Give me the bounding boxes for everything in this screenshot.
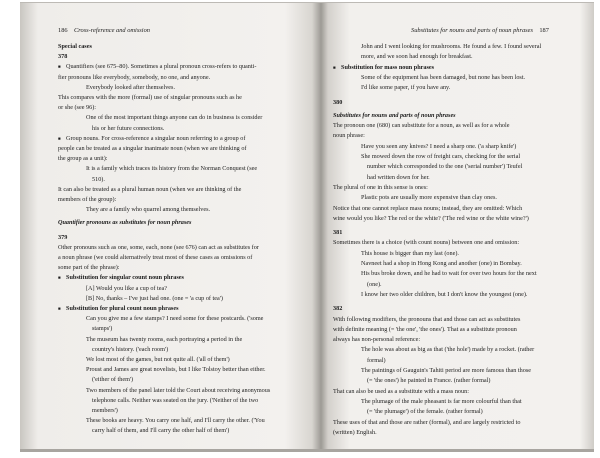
right-running-head bbox=[411, 27, 549, 34]
left-page-line: some part of the phrase): bbox=[58, 264, 120, 272]
right-page-line: Substitutes for nouns and parts of noun phrases bbox=[333, 111, 456, 119]
right-page-line: with definite meaning (= 'the one', 'the ones'). That as a substitute pronoun bbox=[333, 325, 517, 333]
right-page-line: I know her two older children, but I don't know the youngest (one). bbox=[361, 290, 528, 298]
right-page-line: 381 bbox=[333, 229, 343, 237]
left-page-line: ■ Group nouns. For cross-reference a singular noun referring to a group of bbox=[66, 135, 245, 142]
right-page-line: The paintings of Gauguin's Tahiti period are more famous than those bbox=[361, 367, 531, 374]
right-page-line: (= 'the plumage') of the female. (rather formal) bbox=[367, 408, 483, 416]
right-page-line: (written) English. bbox=[333, 428, 377, 436]
left-page-line: We lost most of the games, but not quite all. ('all of them') bbox=[86, 356, 230, 363]
left-page-line: or she (see 96): bbox=[58, 104, 96, 112]
left-page-line: This compares with the more (formal) use of singular pronouns such as he bbox=[58, 94, 242, 101]
right-page-line: These uses of that and those are rather (formal), and are largely restricted to bbox=[333, 418, 521, 426]
left-running-head bbox=[58, 27, 150, 34]
right-page-line: With following modifiers, the pronouns that and those can act as substitutes bbox=[333, 315, 521, 323]
right-page-line: 380 bbox=[333, 98, 343, 106]
right-page-line: His bus broke down, and he had to wait for over two hours for the next bbox=[361, 270, 537, 278]
left-page-line: Everybody looked after themselves. bbox=[86, 83, 176, 91]
left-page-line: country's history. ('each room') bbox=[92, 345, 169, 353]
left-page-line: ■ Quantifiers (see 675–80). Sometimes a plural pronoun cross-refers to quanti- bbox=[66, 63, 256, 70]
right-page-line: Navneet had a shop in Hong Kong and another (one) in Bombay. bbox=[361, 260, 522, 267]
left-page-line: 378 bbox=[58, 53, 68, 61]
left-page-line: [B] No, thanks – I've just had one. (one = 'a cup of tea') bbox=[86, 294, 223, 302]
right-page-line: Sometimes there is a choice (with count nouns) between one and omission: bbox=[333, 239, 520, 247]
left-page-number: 186 bbox=[58, 27, 68, 34]
left-page-line: [A] Would you like a cup of tea? bbox=[86, 284, 168, 292]
left-page-line: Two members of the panel later told the Court about receiving anonymous bbox=[86, 386, 271, 394]
right-page-line: wine would you like? The red or the white? ('The red wine or the white wine?') bbox=[333, 214, 529, 222]
right-page-line: (= 'the ones') he painted in France. (rather formal) bbox=[367, 377, 491, 385]
right-page-line: This house is bigger than my last (one). bbox=[361, 249, 459, 257]
right-page-number: 187 bbox=[539, 27, 549, 34]
left-page-line: It is a family which traces its history from the Norman Conquest (see bbox=[86, 165, 258, 173]
right-page-line: She mowed down the row of freight cars, checking for the serial bbox=[361, 153, 521, 160]
left-page-line: Special cases bbox=[58, 43, 92, 50]
right-page-line: John and I went looking for mushrooms. He found a few. I found several bbox=[361, 43, 542, 50]
left-page-line: carry half of them, and I'll carry the other half of them') bbox=[92, 427, 230, 435]
left-page-line: It can also be treated as a plural human noun (when we are thinking of the bbox=[58, 185, 242, 193]
left-page-line: telephone calls. Neither was seated on the jury. ('Neither of the two bbox=[92, 396, 259, 404]
left-page-line: These books are heavy. You carry one half, and I'll carry the other. ('You bbox=[86, 417, 265, 425]
right-running-title: Substitutes for nouns and parts of noun phrases bbox=[411, 27, 533, 34]
right-page-line: always has non-personal reference: bbox=[333, 336, 421, 344]
left-page-line: stamps') bbox=[92, 325, 113, 333]
open-book bbox=[20, 2, 594, 452]
right-page-line: noun phrase: bbox=[333, 132, 365, 140]
left-page-line: ■ Substitution for singular count noun phrases bbox=[66, 274, 184, 281]
left-page-line: fier pronouns like everybody, somebody, no one, and anyone. bbox=[58, 73, 211, 81]
right-page-line: I'd like some paper, if you have any. bbox=[361, 84, 451, 92]
right-page-line: The plumage of the male pheasant is far more colourful than that bbox=[361, 397, 522, 405]
left-page-line: They are a family who quarrel among themselves. bbox=[86, 206, 211, 214]
right-page-line: Plastic pots are usually more expensive than clay ones. bbox=[361, 194, 497, 202]
left-running-title: Cross-reference and omission bbox=[73, 27, 150, 34]
left-page-line: Proust and James are great novelists, but I like Tolstoy better than either. bbox=[86, 366, 266, 374]
right-page-line: Some of the equipment has been damaged, but none has been lost. bbox=[361, 73, 526, 81]
left-page-line: Quantifier pronouns as substitutes for noun phrases bbox=[58, 219, 192, 227]
right-page-line: That can also be used as a substitute with a mass noun: bbox=[333, 387, 469, 395]
right-page-line: number which corresponded to the one ('serial number') Teufel bbox=[367, 163, 523, 171]
left-page-line: the group as a unit): bbox=[58, 155, 108, 163]
right-page-line: formal) bbox=[367, 356, 386, 364]
right-page-line: Have you seen any knives? I need a sharp one. ('a sharp knife') bbox=[361, 142, 517, 150]
left-page-line: The museum has twenty rooms, each portraying a period in the bbox=[86, 335, 243, 343]
left-page-line: 379 bbox=[58, 233, 68, 241]
left-page-line: Can you give me a few stamps? I need some for these postcards. ('some bbox=[86, 315, 264, 323]
left-page-line: ('either of them') bbox=[92, 376, 134, 384]
right-page-line: (one). bbox=[367, 280, 382, 288]
left-page-line: One of the most important things anyone can do in business is consider bbox=[86, 114, 263, 122]
right-page-line: 382 bbox=[333, 305, 343, 313]
left-page-line: a noun phrase (we could alternatively treat most of these cases as omissions of bbox=[58, 254, 253, 261]
right-page-line: ■ Substitution for mass noun phrases bbox=[341, 64, 434, 71]
right-page-line: The plural of one in this sense is ones: bbox=[333, 183, 428, 191]
right-page-line: more, and we soon had enough for breakfast. bbox=[361, 53, 473, 61]
right-page-line: The pronoun one (680) can substitute for a noun, as well as for a whole bbox=[333, 122, 510, 130]
right-page-line: Notice that one cannot replace mass nouns; instead, they are omitted: Which bbox=[333, 204, 523, 212]
right-page-line: had written down for her. bbox=[367, 173, 430, 181]
left-page-line: 510). bbox=[92, 175, 105, 183]
left-page-line: people can be treated as a singular inanimate noun (when we are thinking of bbox=[58, 145, 247, 152]
left-page-line: members') bbox=[92, 407, 118, 414]
left-page-line: ■ Substitution for plural count noun phrases bbox=[66, 305, 179, 312]
left-page-line: Other pronouns such as one, some, each, none (see 676) can act as substitutes for bbox=[58, 243, 259, 251]
left-page-line: his or her future connections. bbox=[92, 124, 165, 132]
left-page-line: members of the group): bbox=[58, 196, 117, 203]
right-page-line: The hole was about as big as that ('the hole') made by a rocket. (rather bbox=[361, 346, 535, 354]
